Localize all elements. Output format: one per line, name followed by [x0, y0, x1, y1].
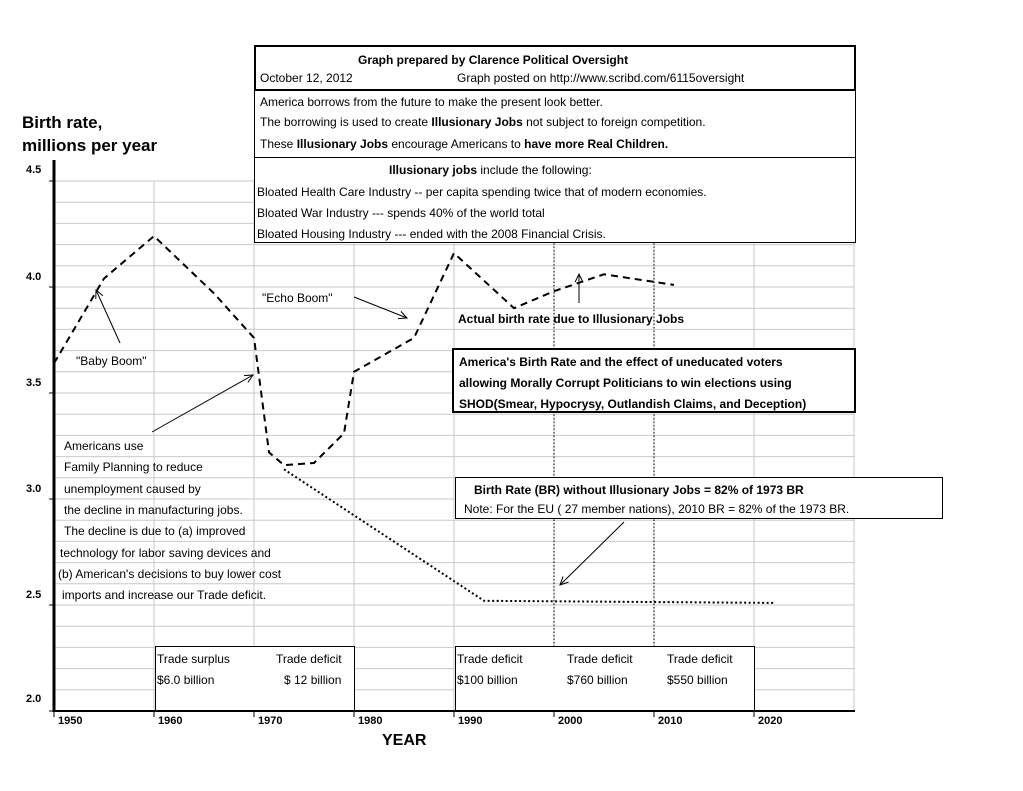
trade-label: Trade deficit [276, 652, 342, 666]
jobs-item: Bloated Housing Industry --- ended with the 2008 Financial Crisis. [257, 227, 606, 241]
family-planning-text: imports and increase our Trade deficit. [62, 588, 267, 602]
header-date: October 12, 2012 [260, 71, 353, 85]
trade-value: $760 billion [567, 673, 628, 687]
family-planning-arrow [152, 375, 253, 432]
y-axis-label-line1: Birth rate, [22, 113, 103, 132]
family-planning-text: the decline in manufacturing jobs. [64, 503, 243, 517]
trade-value: $ 12 billion [284, 673, 342, 687]
x-tick-label: 1990 [458, 715, 483, 727]
y-tick-label: 2.0 [26, 693, 42, 705]
y-tick-label: 2.5 [26, 589, 42, 601]
main-message-line: SHOD(Smear, Hypocrysy, Outlandish Claims, and Deception) [459, 397, 807, 411]
birth-rate-note: Note: For the EU ( 27 member nations), 2010 BR = 82% of the 1973 BR. [464, 502, 850, 516]
x-axis-label: YEAR [382, 732, 427, 749]
jobs-box [254, 157, 856, 243]
family-planning-text: The decline is due to (a) improved [64, 524, 246, 538]
header-posted: Graph posted on http://www.scribd.com/6115oversight [457, 71, 745, 85]
y-tick-label: 4.5 [26, 164, 42, 176]
x-tick-label: 1950 [58, 715, 83, 727]
grid [54, 181, 855, 711]
trade-label: Trade deficit [567, 652, 633, 666]
family-planning-text: technology for labor saving devices and [60, 546, 271, 560]
x-tick-label: 2010 [658, 715, 683, 727]
x-tick-label: 1960 [158, 715, 183, 727]
axes [49, 160, 855, 717]
x-tick-label: 1980 [358, 715, 383, 727]
y-axis-label-line2: millions per year [22, 136, 158, 155]
vertical-markers [554, 243, 654, 646]
baby-boom-arrow [96, 290, 120, 343]
jobs-heading: Illusionary jobs include the following: [389, 163, 592, 177]
intro-line-1: America borrows from the future to make the present look better. [260, 95, 603, 109]
header-box [254, 45, 856, 91]
main-message-line: America's Birth Rate and the effect of uneducated voters [459, 355, 783, 369]
x-tick-label: 2000 [558, 715, 583, 727]
baby-boom-label: "Baby Boom" [76, 354, 147, 368]
trade-value: $100 billion [457, 673, 518, 687]
y-tick-label: 4.0 [26, 271, 42, 283]
intro-box [254, 90, 856, 158]
trade-value: $6.0 billion [157, 673, 215, 687]
y-tick-label: 3.0 [26, 483, 42, 495]
birth-rate-line: Birth Rate (BR) without Illusionary Jobs = 82% of 1973 BR [474, 483, 804, 497]
echo-boom-arrow [354, 297, 407, 318]
actual-rate-label: Actual birth rate due to Illusionary Jobs [458, 312, 685, 326]
trade-value: $550 billion [667, 673, 728, 687]
jobs-item: Bloated War Industry --- spends 40% of the world total [257, 206, 545, 220]
y-tick-label: 3.5 [26, 377, 42, 389]
jobs-item: Bloated Health Care Industry -- per capita spending twice that of modern economies. [257, 185, 707, 199]
x-tick-label: 2020 [758, 715, 783, 727]
trade-label: Trade deficit [457, 652, 523, 666]
trade-label: Trade deficit [667, 652, 733, 666]
family-planning-text: (b) American's decisions to buy lower cost [58, 567, 282, 581]
trade-label: Trade surplus [157, 652, 230, 666]
family-planning-text: unemployment caused by [64, 482, 201, 496]
birth-rate-arrow [560, 522, 624, 585]
family-planning-text: Americans use [64, 439, 144, 453]
family-planning-text: Family Planning to reduce [64, 460, 203, 474]
echo-boom-label: "Echo Boom" [262, 291, 333, 305]
intro-line-2: The borrowing is used to create Illusionary Jobs not subject to foreign competition. [260, 115, 706, 129]
intro-line-3: These Illusionary Jobs encourage Americans to have more Real Children. [260, 137, 669, 151]
family-planning-arrow-head [244, 375, 253, 382]
header-title: Graph prepared by Clarence Political Oversight [358, 53, 629, 67]
main-message-box [452, 348, 856, 413]
main-message-line: allowing Morally Corrupt Politicians to win elections using [459, 376, 792, 390]
x-tick-label: 1970 [258, 715, 283, 727]
birth-rate-box [455, 477, 943, 519]
